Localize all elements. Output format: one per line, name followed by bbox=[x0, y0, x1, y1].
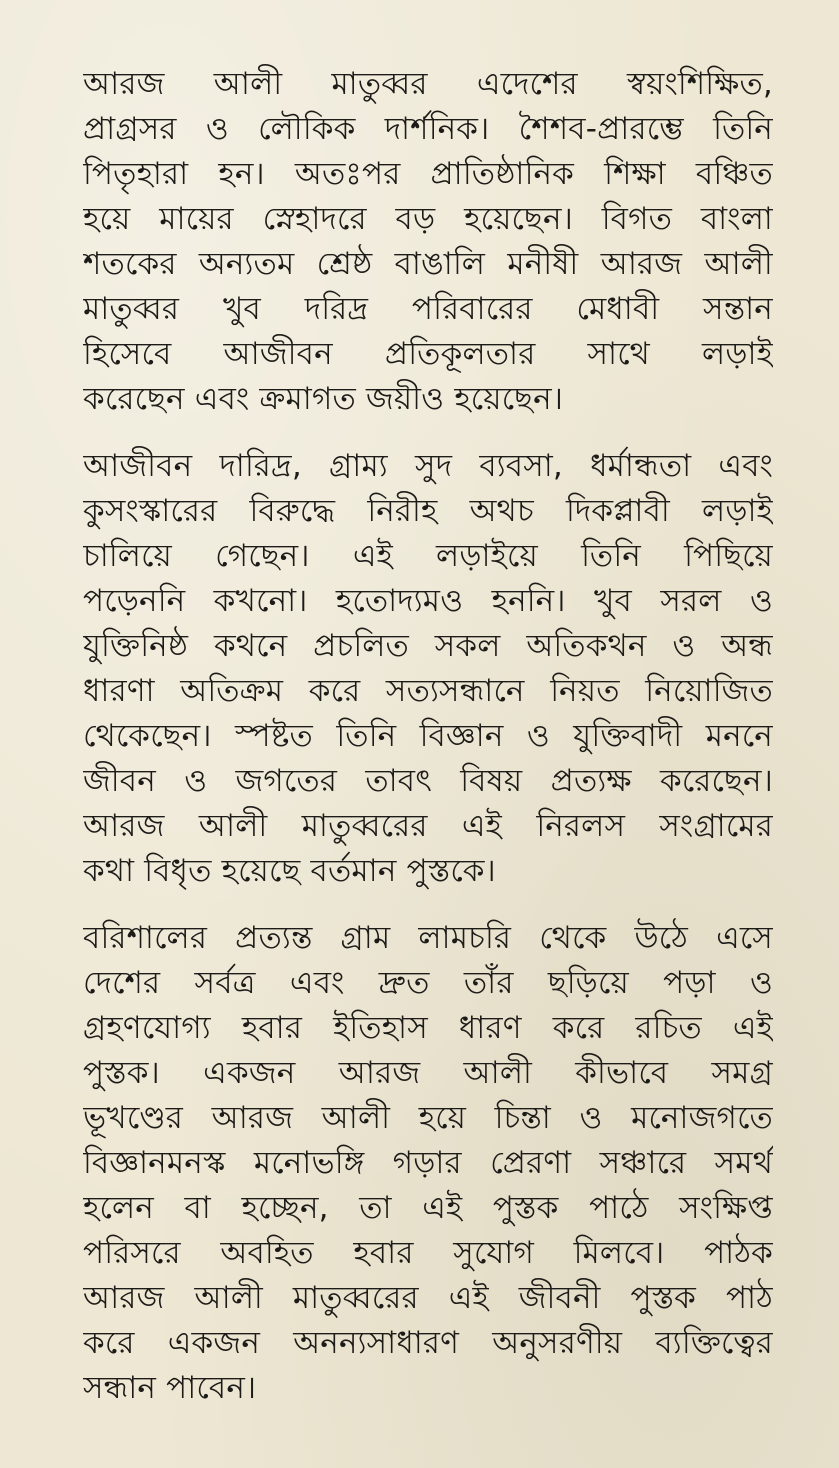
text-line: হলেন বা হচ্ছেন, তা এই পুস্তক পাঠে সংক্ষিপ্ত bbox=[83, 1190, 773, 1226]
paragraph-2 bbox=[83, 444, 773, 894]
text-line: পিতৃহারা হন। অতঃপর প্রাতিষ্ঠানিক শিক্ষা বঞ্চিত bbox=[83, 156, 773, 192]
text-line: করে একজন অনন্যসাধারণ অনুসরণীয় ব্যক্তিত্বের bbox=[83, 1325, 773, 1361]
text-line: আরজ আলী মাতুব্বরের এই জীবনী পুস্তক পাঠ bbox=[83, 1280, 773, 1316]
text-line: আজীবন দারিদ্র, গ্রাম্য সুদ ব্যবসা, ধর্মান্ধতা এবং bbox=[83, 448, 773, 484]
text-line: দেশের সর্বত্র এবং দ্রুত তাঁর ছড়িয়ে পড়া ও bbox=[83, 965, 773, 1001]
text-line: ধারণা অতিক্রম করে সত্যসন্ধানে নিয়ত নিয়োজিত bbox=[83, 673, 773, 709]
text-line: করেছেন এবং ক্রমাগত জয়ীও হয়েছেন। bbox=[83, 381, 564, 417]
text-line: জীবন ও জগতের তাবৎ বিষয় প্রত্যক্ষ করেছেন। bbox=[83, 763, 773, 799]
text-line: পুস্তক। একজন আরজ আলী কীভাবে সমগ্র bbox=[83, 1055, 773, 1091]
text-line: ভূখণ্ডের আরজ আলী হয়ে চিন্তা ও মনোজগতে bbox=[83, 1100, 773, 1136]
text-line: পরিসরে অবহিত হবার সুযোগ মিলবে। পাঠক bbox=[83, 1235, 773, 1271]
text-line: বরিশালের প্রত্যন্ত গ্রাম লামচরি থেকে উঠে এসে bbox=[83, 920, 773, 956]
paragraph-gap bbox=[83, 894, 773, 916]
text-line: প্রাগ্রসর ও লৌকিক দার্শনিক। শৈশব-প্রারম্ভে তিনি bbox=[83, 111, 773, 147]
paragraph-3 bbox=[83, 916, 773, 1411]
text-line: আরজ আলী মাতুব্বরের এই নিরলস সংগ্রামের bbox=[83, 808, 773, 844]
text-line: সন্ধান পাবেন। bbox=[83, 1370, 257, 1406]
text-line: মাতুব্বর খুব দরিদ্র পরিবারের মেধাবী সন্তান bbox=[83, 291, 773, 327]
text-line: বিজ্ঞানমনস্ক মনোভঙ্গি গড়ার প্রেরণা সঞ্চারে সমর্থ bbox=[83, 1145, 773, 1181]
text-line: কুসংস্কারের বিরুদ্ধে নিরীহ অথচ দিকপ্লাবী লড়াই bbox=[83, 493, 773, 529]
text-line: শতকের অন্যতম শ্রেষ্ঠ বাঙালি মনীষী আরজ আলী bbox=[83, 246, 773, 282]
paragraph-gap bbox=[83, 422, 773, 444]
text-line: থেকেছেন। স্পষ্টত তিনি বিজ্ঞান ও যুক্তিবাদী মননে bbox=[83, 718, 773, 754]
text-line: কথা বিধৃত হয়েছে বর্তমান পুস্তকে। bbox=[83, 853, 496, 889]
text-line: হয়ে মায়ের স্নেহাদরে বড় হয়েছেন। বিগত বাংলা bbox=[83, 201, 773, 237]
text-line: পড়েননি কখনো। হতোদ্যমও হননি। খুব সরল ও bbox=[83, 583, 773, 619]
text-line: চালিয়ে গেছেন। এই লড়াইয়ে তিনি পিছিয়ে bbox=[83, 538, 773, 574]
paragraph-1 bbox=[83, 62, 773, 422]
text-line: যুক্তিনিষ্ঠ কথনে প্রচলিত সকল অতিকথন ও অন্ধ bbox=[83, 628, 773, 664]
text-line: আরজ আলী মাতুব্বর এদেশের স্বয়ংশিক্ষিত, bbox=[83, 66, 773, 102]
text-line: গ্রহণযোগ্য হবার ইতিহাস ধারণ করে রচিত এই bbox=[83, 1010, 773, 1046]
text-line: হিসেবে আজীবন প্রতিকূলতার সাথে লড়াই bbox=[83, 336, 773, 372]
